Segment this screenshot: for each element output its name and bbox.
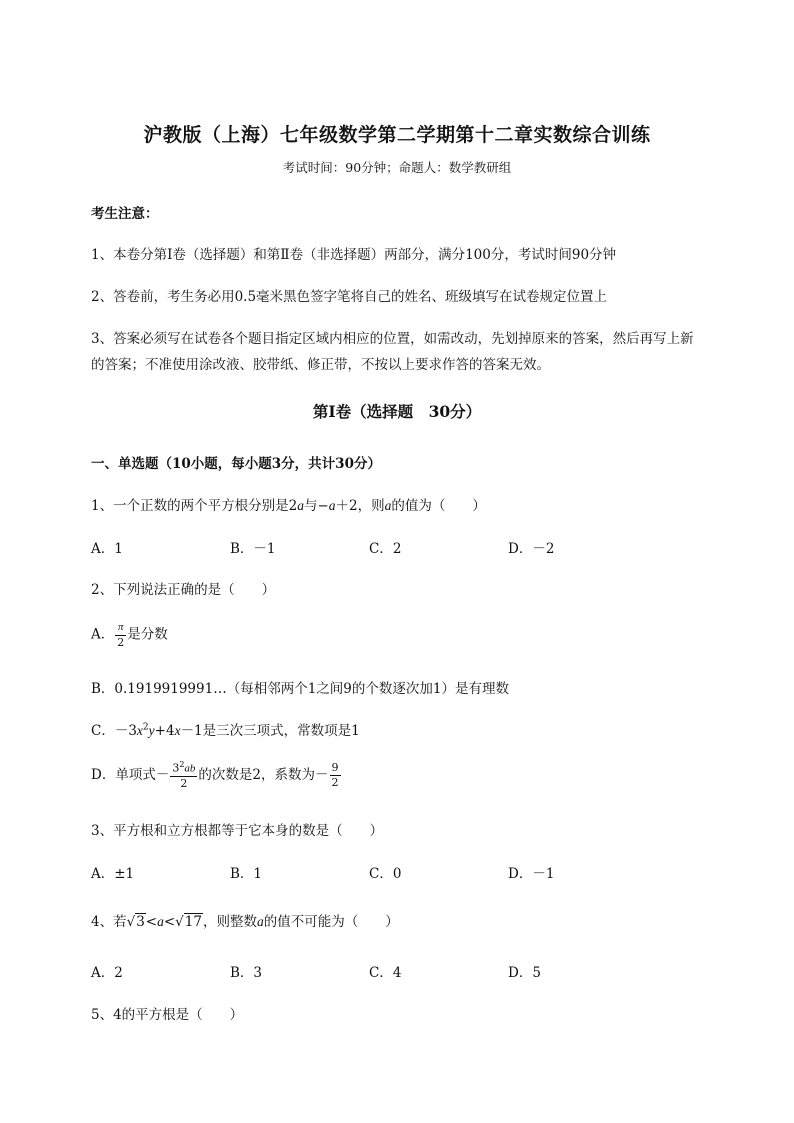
q2-option-c-label: C．－3 — [91, 723, 137, 739]
variable-y: y — [148, 723, 155, 738]
q4-option-c[interactable]: C．4 — [369, 965, 402, 981]
q4-text: 的值不可能为（ ） — [263, 914, 399, 930]
q3-option-a[interactable]: A．±1 — [91, 866, 135, 882]
q1-text: 与− — [303, 498, 329, 514]
fraction-denominator: 2 — [180, 777, 188, 791]
q1-variable: a — [384, 498, 392, 513]
q2-option-a-text: 是分数 — [127, 626, 168, 643]
notice-item-3: 3、答案必须写在试卷各个题目指定区域内相应的位置，如需改动，先划掉原来的答案，然后再写上新 — [91, 331, 694, 347]
notice-heading: 考生注意： — [91, 206, 159, 222]
q2-option-b[interactable]: B．0.1919919991…（每相邻两个1之间9的个数逐次加1）是有理数 — [91, 681, 509, 697]
exponent: 2 — [142, 722, 149, 733]
question-2-stem: 2、下列说法正确的是（ ） — [91, 582, 276, 598]
q2-option-c[interactable] — [91, 719, 360, 739]
variable-x: x — [174, 723, 181, 738]
radical-icon: √ — [175, 914, 184, 930]
monomial-fraction — [170, 760, 197, 791]
q1-text: 的值为（ ） — [391, 498, 486, 514]
question-3-stem: 3、平方根和立方根都等于它本身的数是（ ） — [91, 823, 384, 839]
sqrt-17 — [175, 914, 203, 930]
q1-variable: a — [328, 498, 336, 513]
q1-option-d[interactable]: D．－2 — [508, 541, 555, 557]
radical-icon: √ — [126, 914, 136, 930]
numerator-base: 3 — [172, 761, 180, 775]
q2-option-d[interactable] — [91, 760, 342, 791]
q3-option-b[interactable]: B．1 — [230, 866, 263, 882]
radicand: 3 — [136, 914, 145, 930]
fraction-numerator: 9 — [331, 761, 339, 775]
variable-a: a — [157, 914, 164, 929]
notice-item-3-cont: 的答案；不准使用涂改液、胶带纸、修正带，不按以上要求作答的答案无效。 — [91, 357, 550, 373]
notice-item-2: 2、答卷前，考生务必用0.5毫米黑色签字笔将自己的姓名、班级填写在试卷规定位置上 — [91, 289, 608, 305]
part-heading: 一、单选题（10小题，每小题3分，共计30分） — [91, 456, 381, 472]
q1-option-a[interactable]: A．1 — [91, 541, 123, 557]
q4-option-b[interactable]: B．3 — [230, 965, 263, 981]
q4-text: ，则整数 — [202, 914, 257, 930]
question-4-stem — [91, 910, 399, 930]
numerator-variables: ab — [184, 762, 196, 775]
q2-option-c-text: －1是三次三项式，常数项是1 — [180, 723, 360, 739]
question-5-stem: 5、4的平方根是（ ） — [91, 1007, 244, 1023]
sqrt-3 — [127, 914, 146, 930]
q1-text: 1、一个正数的两个平方根分别是 — [91, 498, 289, 514]
q1-variable: a — [297, 498, 304, 513]
q4-text: 4、若 — [91, 914, 127, 930]
q1-option-c[interactable]: C．2 — [369, 541, 402, 557]
q4-option-d[interactable]: D．5 — [508, 965, 541, 981]
q2-option-a[interactable] — [91, 620, 168, 650]
q2-option-a-label: A． — [91, 626, 115, 643]
q2-option-d-text: 的次数是2，系数为－ — [198, 767, 329, 784]
variable-x: x — [136, 723, 143, 738]
less-than-sign: < — [145, 914, 158, 930]
numerator-exponent: 2 — [179, 760, 185, 769]
exam-subtitle: 考试时间：90分钟；命题人：数学教研组 — [282, 160, 512, 175]
variable-a: a — [256, 914, 264, 929]
notice-item-1: 1、本卷分第Ⅰ卷（选择题）和第Ⅱ卷（非选择题）两部分，满分100分，考试时间90分钟 — [91, 247, 617, 263]
q2-option-d-label: D．单项式－ — [91, 767, 170, 784]
pi-over-2-fraction — [115, 620, 126, 650]
q1-text: 2 — [288, 498, 298, 514]
fraction-denominator: 2 — [331, 776, 339, 790]
section-1-title: 第Ⅰ卷（选择题 30分） — [312, 402, 482, 421]
q1-option-b[interactable]: B．－1 — [230, 541, 276, 557]
fraction-denominator: 2 — [117, 635, 125, 649]
radicand: 17 — [184, 914, 202, 930]
coefficient-fraction — [330, 761, 341, 790]
less-than-sign: < — [163, 914, 176, 930]
q2-option-c-text: +4 — [154, 723, 175, 739]
fraction-numerator: π — [117, 621, 124, 633]
q1-text: ＋2，则 — [335, 498, 385, 514]
question-1-stem — [91, 494, 486, 514]
page-title: 沪教版（上海）七年级数学第二学期第十二章实数综合训练 — [143, 124, 651, 146]
q3-option-d[interactable]: D．－1 — [508, 866, 555, 882]
q3-option-c[interactable]: C．0 — [369, 866, 402, 882]
q4-option-a[interactable]: A．2 — [91, 965, 123, 981]
